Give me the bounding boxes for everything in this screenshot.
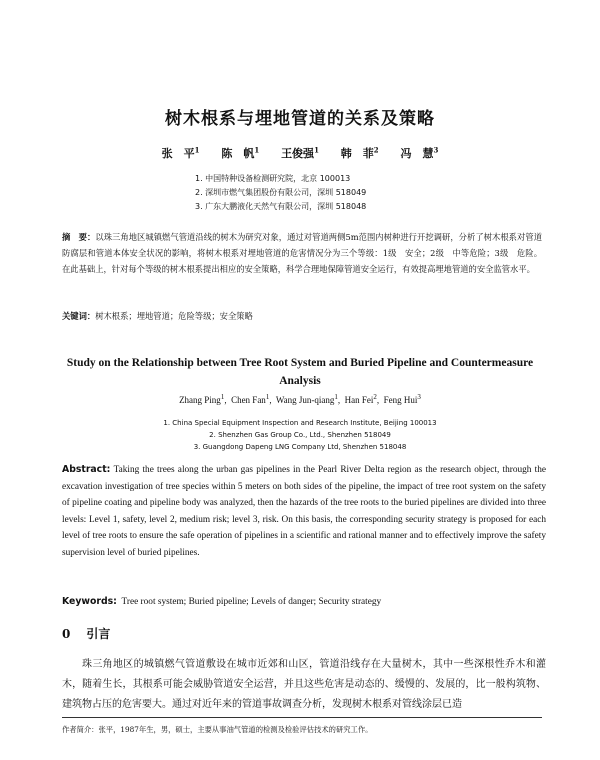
author: 王俊强$^1$ (281, 145, 319, 160)
section-heading (62, 625, 110, 642)
keywords-cn-text: 树木根系；埋地管道；危险等级；安全策略 (95, 311, 253, 321)
abstract-en-text: Taking the trees along the urban gas pipelines in the Pearl River Delta region as the research object, through the excavation investigation of tree species within 5 meters on both sides of the pipeline, the impact of tree root system on the safety of pipeline coating and pipeline body was analyzed, then the hazards of the tree roots to the buried pipelines are divided into three levels: Level 1, safety, level 2, medium risk; level 3, risk. On this basis, the corresponding security strategy is proposed for each level of tree roots to ensure the safe operation of pipelines in a scientific and rational manner and to effectively improve the safety supervision level of buried pipelines. (62, 465, 546, 558)
affiliation-en: 1. China Special Equipment Inspection and Research Institute, Beijing 100013 (163, 419, 437, 427)
keywords-en-label: Keywords: (62, 596, 117, 607)
author-list-en (0, 393, 600, 405)
section-title: 引言 (86, 627, 111, 641)
author-en: Han Fei$^2$, (344, 393, 382, 405)
section-number: 0 (62, 627, 71, 641)
abstract-cn (62, 229, 542, 277)
affiliation-en: 3. Guangdong Dapeng LNG Company Ltd, Shenzhen 518048 (193, 443, 407, 451)
keywords-cn-label: 关键词： (62, 311, 96, 321)
affiliation-en: 2. Shenzhen Gas Group Co., Ltd., Shenzhen 518049 (209, 431, 391, 439)
author-en: Zhang Ping$^1$, (179, 393, 229, 405)
abstract-en (62, 462, 546, 561)
affiliation-cn: 2. 深圳市燃气集团股份有限公司，深圳 518049 (195, 188, 367, 197)
author-en: Feng Hui$^3$ (383, 393, 421, 405)
author-en: Chen Fan$^1$, (231, 393, 274, 405)
affiliation-cn: 3. 广东大鹏液化天然气有限公司，深圳 518048 (195, 202, 367, 211)
abstract-cn-label: 摘 要： (62, 232, 96, 242)
author-list-cn (0, 145, 600, 161)
abstract-cn-text: 以珠三角地区城镇燃气管道沿线的树木为研究对象，通过对管道两侧5m范围内树种进行开挖调研，分析了树木根系对管道防腐层和管道本体安全状况的影响，将树木根系对埋地管道的危害情况分为三个等级：1级 安全；2级 中等危险；3级 危险。在此基础上，针对每个等级的树木根系提出相应的安全策略，科学合理地保障管道安全运行，有效提高埋地管道的安全监管水平。 (62, 232, 542, 274)
author-en: Wang Jun-qiang$^1$, (275, 393, 343, 405)
footnote-divider (62, 717, 542, 718)
paper-title-en: Study on the Relationship between Tree Root System and Buried Pipeline and Countermeasure Analysis (66, 357, 534, 387)
intro-paragraph: 珠三角地区的城镇燃气管道敷设在城市近郊和山区，管道沿线存在大量树木，其中一些深根性乔木和灌木，随着生长，其根系可能会威胁管道安全运营，并且这些危害是动态的、缓慢的、发展的，比一般构筑物、建筑物占压的危害要大。通过对近年来的管道事故调查分析，发现树木根系对管线涂层已造 (62, 659, 546, 710)
keywords-en (62, 596, 542, 607)
paper-title: 树木根系与埋地管道的关系及策略 (165, 109, 435, 129)
author: 张 平$^1$ (161, 145, 200, 160)
keywords-en-text: Tree root system; Buried pipeline; Levels of danger; Security strategy (121, 597, 382, 607)
author: 冯 慧$^3$ (400, 145, 439, 160)
keywords-cn (62, 310, 542, 322)
affiliation-cn: 1. 中国特种设备检测研究院，北京 100013 (195, 174, 351, 183)
author-footnote: 作者简介：张平，1987年生，男，硕士，主要从事油气管道的检测及检验评估技术的研究工作。 (62, 725, 373, 734)
author: 陈 帆$^1$ (221, 145, 260, 160)
author: 韩 菲$^2$ (340, 145, 379, 160)
abstract-en-label: Abstract: (62, 464, 111, 475)
